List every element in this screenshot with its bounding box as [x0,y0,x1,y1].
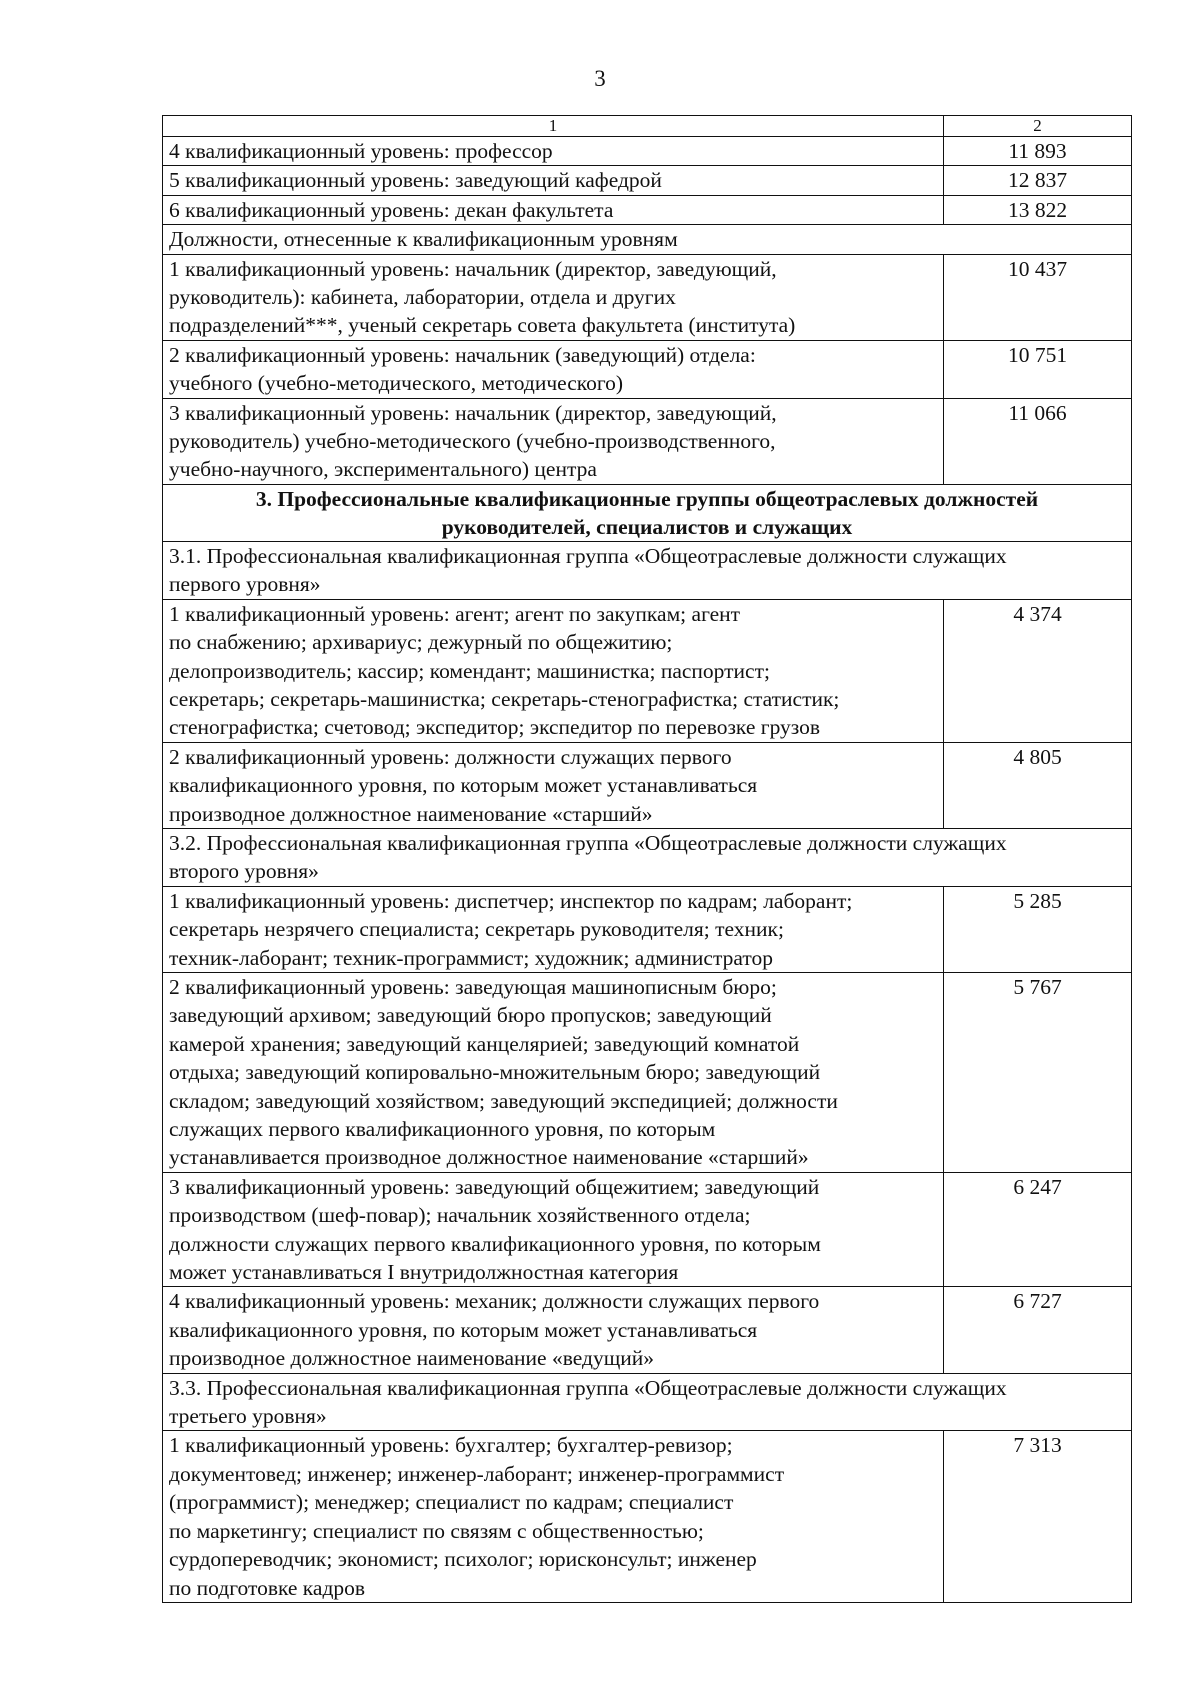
salary-value: 10 437 [944,254,1132,340]
table-row [163,254,1132,340]
salary-value: 7 313 [944,1431,1132,1602]
group-heading-row [163,1373,1132,1431]
salary-value: 5 285 [944,886,1132,972]
salary-value: 12 837 [944,166,1132,195]
table-body [163,116,1132,1603]
group-heading: 3.2. Профессиональная квалификационная группа «Общеотраслевые должности служащих второго уровня» [163,828,1132,886]
position-description: 2 квалификационный уровень: заведующая машинописным бюро; заведующий архивом; заведующий бюро пропусков; заведующий камерой хранения; заведующий канцелярией; заведующий комнатой отдыха; заведующий копировально-множительным бюро; заведующий складом; заведующий хозяйством; заведующий экспедицией; должности служащих первого квалификационного уровня, по которым устанавливается производное должностное наименование «старший» [163,972,944,1172]
salary-value: 5 767 [944,972,1132,1172]
table-row [163,1431,1132,1602]
group-heading: 3.3. Профессиональная квалификационная группа «Общеотраслевые должности служащих третьего уровня» [163,1373,1132,1431]
position-description: 6 квалификационный уровень: декан факультета [163,195,944,224]
table-row [163,195,1132,224]
group-heading-row [163,225,1132,254]
table-row [163,1287,1132,1373]
group-heading-row [163,541,1132,599]
salary-value: 11 066 [944,398,1132,484]
salary-value: 13 822 [944,195,1132,224]
position-description: 1 квалификационный уровень: агент; агент по закупкам; агент по снабжению; архивариус; дежурный по общежитию; делопроизводитель; кассир; комендант; машинистка; паспортист; секретарь; секретарь-машинистка; секретарь-стенографистка; статистик; стенографистка; счетовод; экспедитор; экспедитор по перевозке грузов [163,599,944,742]
position-description: 4 квалификационный уровень: профессор [163,137,944,166]
table-row [163,340,1132,398]
table-header-row [163,116,1132,137]
column-header-1: 1 [163,116,944,137]
position-description: 1 квалификационный уровень: бухгалтер; бухгалтер-ревизор; документовед; инженер; инженер-лаборант; инженер-программист (программист); менеджер; специалист по кадрам; специалист по маркетингу; специалист по связям с общественностью; сурдопереводчик; экономист; психолог; юрисконсульт; инженер по подготовке кадров [163,1431,944,1602]
table-row [163,972,1132,1172]
group-heading: Должности, отнесенные к квалификационным уровням [163,225,1132,254]
group-heading-row [163,828,1132,886]
salary-value: 6 247 [944,1172,1132,1287]
table-row [163,398,1132,484]
salary-table [162,115,1132,1603]
position-description: 1 квалификационный уровень: начальник (директор, заведующий, руководитель): кабинета, лаборатории, отдела и других подразделений***, ученый секретарь совета факультета (института) [163,254,944,340]
position-description: 2 квалификационный уровень: начальник (заведующий) отдела: учебного (учебно-методического, методического) [163,340,944,398]
position-description: 4 квалификационный уровень: механик; должности служащих первого квалификационного уровня, по которым может устанавливаться производное должностное наименование «ведущий» [163,1287,944,1373]
table-row [163,742,1132,828]
group-heading: 3.1. Профессиональная квалификационная группа «Общеотраслевые должности служащих первого уровня» [163,541,1132,599]
salary-value: 10 751 [944,340,1132,398]
position-description: 1 квалификационный уровень: диспетчер; инспектор по кадрам; лаборант; секретарь незрячего специалиста; секретарь руководителя; техник; техник-лаборант; техник-программист; художник; администратор [163,886,944,972]
table-row [163,137,1132,166]
salary-value: 4 374 [944,599,1132,742]
column-header-2: 2 [944,116,1132,137]
position-description: 5 квалификационный уровень: заведующий кафедрой [163,166,944,195]
position-description: 3 квалификационный уровень: заведующий общежитием; заведующий производством (шеф-повар); начальник хозяйственного отдела; должности служащих первого квалификационного уровня, по которым может устанавливаться I внутридолжностная категория [163,1172,944,1287]
position-description: 3 квалификационный уровень: начальник (директор, заведующий, руководитель) учебно-методического (учебно-производственного, учебно-научного, экспериментального) центра [163,398,944,484]
position-description: 2 квалификационный уровень: должности служащих первого квалификационного уровня, по которым может устанавливаться производное должностное наименование «старший» [163,742,944,828]
table-row [163,1172,1132,1287]
page-number: 3 [594,66,606,91]
table-row [163,599,1132,742]
salary-value: 11 893 [944,137,1132,166]
table-row [163,166,1132,195]
salary-value: 4 805 [944,742,1132,828]
salary-value: 6 727 [944,1287,1132,1373]
section-heading: 3. Профессиональные квалификационные группы общеотраслевых должностей руководителей, специалистов и служащих [163,484,1132,541]
section-heading-row [163,484,1132,541]
table-row [163,886,1132,972]
